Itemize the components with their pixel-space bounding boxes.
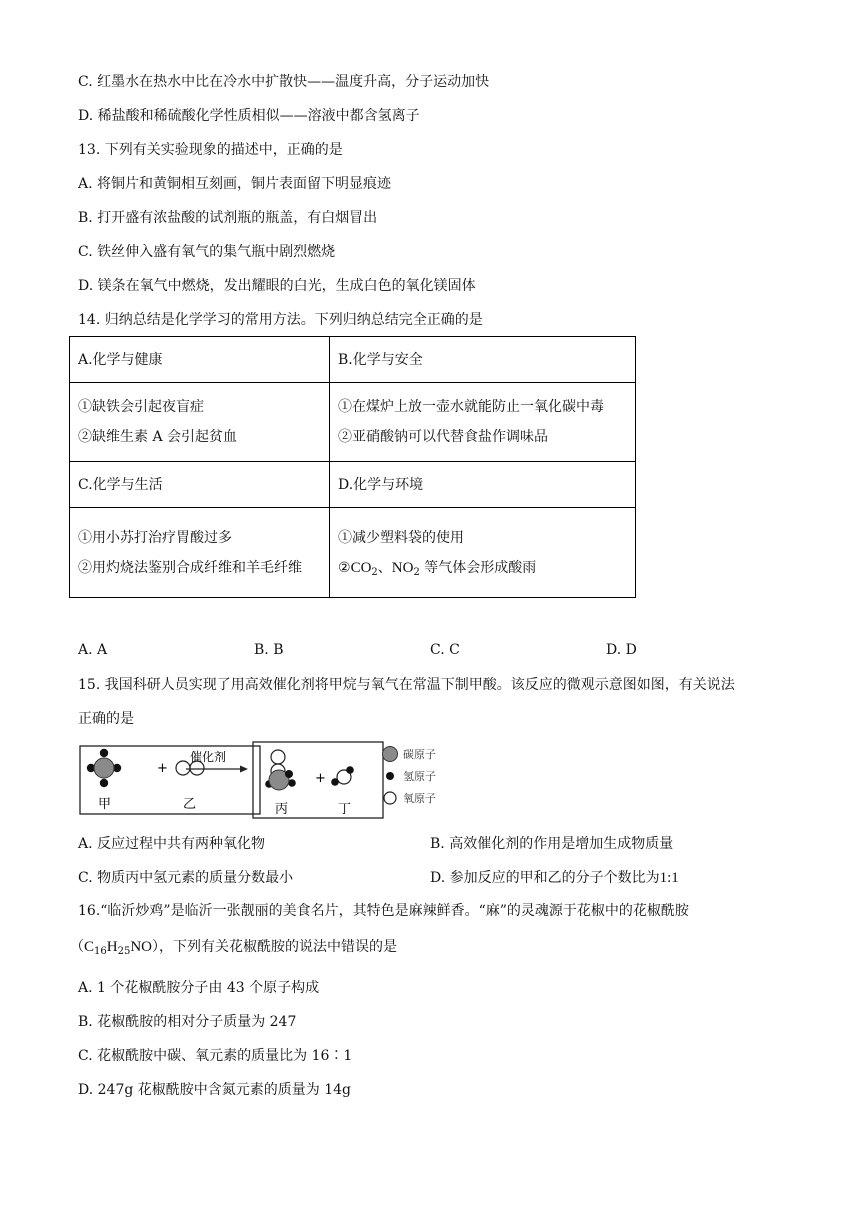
reaction-diagram: [78, 740, 458, 820]
q14-summary-table: [69, 336, 636, 598]
q14-option-d: D. D: [606, 642, 637, 658]
table-cell-c-head: C.化学与生活: [70, 462, 330, 508]
table-cell-a-head: A.化学与健康: [70, 337, 330, 383]
q13-option-d: D. 镁条在氧气中燃烧，发出耀眼的白光，生成白色的氧化镁固体: [78, 278, 476, 294]
table-cell-b-items: [330, 383, 636, 462]
q13-option-b: B. 打开盛有浓盐酸的试剂瓶的瓶盖，有白烟冒出: [78, 210, 378, 226]
formic-acid-molecule: [265, 750, 296, 790]
q14-stem: 14. 归纳总结是化学学习的常用方法。下列归纳总结完全正确的是: [78, 312, 483, 328]
legend-carbon: 碳原子: [403, 748, 436, 761]
label-jia: 甲: [98, 797, 112, 812]
q16-option-a: A. 1 个花椒酰胺分子由 43 个原子构成: [78, 980, 320, 996]
q12-option-d: D. 稀盐酸和稀硫酸化学性质相似——溶液中都含氢离子: [78, 108, 420, 124]
legend-oxygen: 氧原子: [403, 792, 436, 805]
q15-option-b: B. 高效催化剂的作用是增加生成物质量: [430, 836, 674, 852]
q14-option-a: A. A: [78, 642, 108, 658]
table-item: ①减少塑料袋的使用: [338, 529, 464, 546]
plus-sign-2: +: [315, 771, 326, 786]
table-cell-a-items: [70, 383, 330, 462]
label-yi: 乙: [183, 797, 197, 812]
q13-option-c: C. 铁丝伸入盛有氧气的集气瓶中剧烈燃烧: [78, 244, 336, 260]
methane-molecule: [87, 749, 121, 787]
q15-option-d: D. 参加反应的甲和乙的分子个数比为1:1: [430, 870, 679, 886]
q14-option-b: B. B: [254, 642, 284, 658]
table-item: ①用小苏打治疗胃酸过多: [78, 529, 232, 546]
q15-stem-line1: 15. 我国科研人员实现了用高效催化剂将甲烷与氧气在常温下制甲酸。该反应的微观示意图如图，有关说法: [78, 677, 735, 693]
table-cell-d-items: [330, 508, 636, 598]
q12-option-c: C. 红墨水在热水中比在冷水中扩散快——温度升高，分子运动加快: [78, 74, 490, 90]
table-item: ②用灼烧法鉴别合成纤维和羊毛纤维: [78, 559, 302, 576]
q15-option-c: C. 物质丙中氢元素的质量分数最小: [78, 870, 294, 886]
q16-stem-line2: $(C_{16}H_{25}NO)$，下列有关花椒酰胺的说法中错误的是: [70, 939, 397, 957]
arrow-head-icon: [240, 766, 248, 773]
table-item-formula: $②CO_2$、$NO_2$ 等气体会形成酸雨: [338, 559, 537, 578]
label-bing: 丙: [275, 802, 289, 817]
label-ding: 丁: [338, 802, 352, 817]
q16-option-c: C. 花椒酰胺中碳、氧元素的质量比为 16∶1: [78, 1048, 353, 1064]
diagram-legend: [383, 747, 437, 806]
q16-option-b: B. 花椒酰胺的相对分子质量为 247: [78, 1014, 297, 1030]
legend-hydrogen: 氢原子: [403, 770, 436, 783]
plus-sign-1: +: [157, 761, 168, 776]
q16-option-d: D. 247g 花椒酰胺中含氮元素的质量为 14g: [78, 1082, 351, 1098]
table-item: ①缺铁会引起夜盲症: [78, 399, 204, 415]
q13-stem: 13. 下列有关实验现象的描述中，正确的是: [78, 142, 343, 158]
table-item: ①在煤炉上放一壶水就能防止一氧化碳中毒: [338, 399, 604, 415]
table-cell-b-head: B.化学与安全: [330, 337, 636, 383]
table-item: ②亚硝酸钠可以代替食盐作调味品: [338, 429, 548, 445]
q16-stem-line1: 16.“临沂炒鸡”是临沂一张靓丽的美食名片，其特色是麻辣鲜香。“麻”的灵魂源于花椒中的花椒酰胺: [78, 903, 689, 919]
q15-stem-line2: 正确的是: [78, 711, 134, 727]
q15-option-a: A. 反应过程中共有两种氧化物: [78, 836, 266, 852]
q13-option-a: A. 将铜片和黄铜相互刻画，铜片表面留下明显痕迹: [78, 176, 392, 192]
table-cell-c-items: [70, 508, 330, 598]
catalyst-label: 催化剂: [190, 750, 227, 764]
water-molecule: [331, 766, 354, 786]
table-item: ②缺维生素 A 会引起贫血: [78, 429, 238, 445]
table-cell-d-head: D.化学与环境: [330, 462, 636, 508]
q14-option-c: C. C: [430, 642, 460, 658]
